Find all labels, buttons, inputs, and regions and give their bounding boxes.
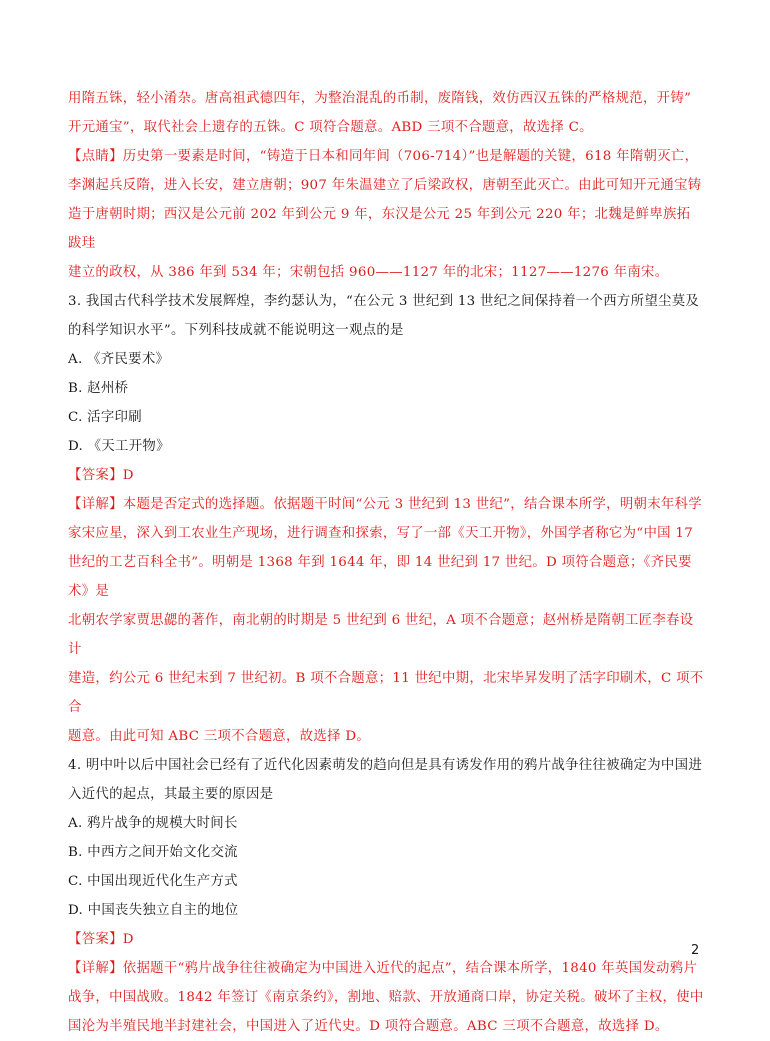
q3-detail-line-3: 世纪的工艺百科全书”。明朝是 1368 年到 1644 年，即 14 世纪到 17 世纪。D 项符合题意；《齐民要术》是: [68, 555, 692, 599]
q3-answer: 【答案】D: [68, 468, 134, 483]
page-number: 2: [691, 943, 700, 958]
q3-detail-line-1: 【详解】本题是否定式的选择题。依据题干时间“公元 3 世纪到 13 世纪”，结合课本所学，明朝末年科学: [68, 497, 702, 512]
q3-option-c: C. 活字印刷: [68, 410, 142, 425]
q3-stem-line-1: 3. 我国古代科学技术发展辉煌，李约瑟认为，“在公元 3 世纪到 13 世纪之间保持着一个西方所望尘莫及: [68, 294, 700, 309]
q4-detail-line-2: 战争，中国战败。1842 年签订《南京条约》，割地、赔款、开放通商口岸，协定关税。破坏了主权，使中: [68, 990, 704, 1005]
q4-stem-line-2: 入近代的起点，其最主要的原因是: [68, 787, 274, 802]
dianjing-line-4: 建立的政权，从 386 年到 534 年；宋朝包括 960——1127 年的北宋；1127——1276 年南宋。: [68, 265, 669, 280]
q4-option-d: D. 中国丧失独立自主的地位: [68, 903, 239, 918]
q3-detail-line-6: 题意。由此可知 ABC 三项不合题意，故选择 D。: [68, 729, 371, 744]
q4-stem-line-1: 4. 明中叶以后中国社会已经有了近代化因素萌发的趋向但是具有诱发作用的鸦片战争往往被确定为中国进: [68, 758, 703, 773]
q4-option-a: A. 鸦片战争的规模大时间长: [68, 816, 238, 831]
page-content: [68, 84, 704, 1041]
q4-option-c: C. 中国出现近代化生产方式: [68, 874, 238, 889]
q3-option-b: B. 赵州桥: [68, 381, 129, 396]
q4-detail-line-1: 【详解】依据题干“鸦片战争往往被确定为中国进入近代的起点”，结合课本所学，1840 年英国发动鸦片: [68, 961, 698, 976]
q3-option-d: D. 《天工开物》: [68, 439, 170, 454]
q4-option-b: B. 中西方之间开始文化交流: [68, 845, 238, 860]
dianjing-line-2: 李渊起兵反隋，进入长安，建立唐朝；907 年朱温建立了后梁政权，唐朝至此灭亡。由此可知开元通宝铸: [68, 178, 702, 193]
q3-option-a: A. 《齐民要术》: [68, 352, 170, 367]
q3-detail-line-5: 建造，约公元 6 世纪末到 7 世纪初。B 项不合题意；11 世纪中期，北宋毕昇发明了活字印刷术，C 项不合: [68, 671, 704, 715]
dianjing-line-1: 【点睛】历史第一要素是时间，“铸造于日本和同年间（706-714）”也是解题的关键，618 年隋朝灭亡，: [68, 149, 699, 164]
q4-detail-line-3: 国沦为半殖民地半封建社会，中国进入了近代史。D 项符合题意。ABC 三项不合题意，故选择 D。: [68, 1019, 669, 1034]
q4-answer: 【答案】D: [68, 932, 134, 947]
q3-detail-line-4: 北朝农学家贾思勰的著作，南北朝的时期是 5 世纪到 6 世纪，A 项不合题意；赵州桥是隋朝工匠李春设计: [68, 613, 694, 657]
prev-detail-line-1: 用隋五铢，轻小淆杂。唐高祖武德四年，为整治混乱的币制，废隋钱，效仿西汉五铢的严格规范，开铸”: [68, 91, 692, 106]
q3-stem-line-2: 的科学知识水平”。下列科技成就不能说明这一观点的是: [68, 323, 404, 338]
dianjing-line-3: 造于唐朝时期；西汉是公元前 202 年到公元 9 年，东汉是公元 25 年到公元 220 年；北魏是鲜卑族拓跋珪: [68, 207, 691, 251]
q3-detail-line-2: 家宋应星，深入到工农业生产现场，进行调查和探索，写了一部《天工开物》，外国学者称它为“中国 17: [68, 526, 694, 541]
prev-detail-line-2: 开元通宝”，取代社会上遗存的五铢。C 项符合题意。ABD 三项不合题意，故选择 C。: [68, 120, 593, 135]
